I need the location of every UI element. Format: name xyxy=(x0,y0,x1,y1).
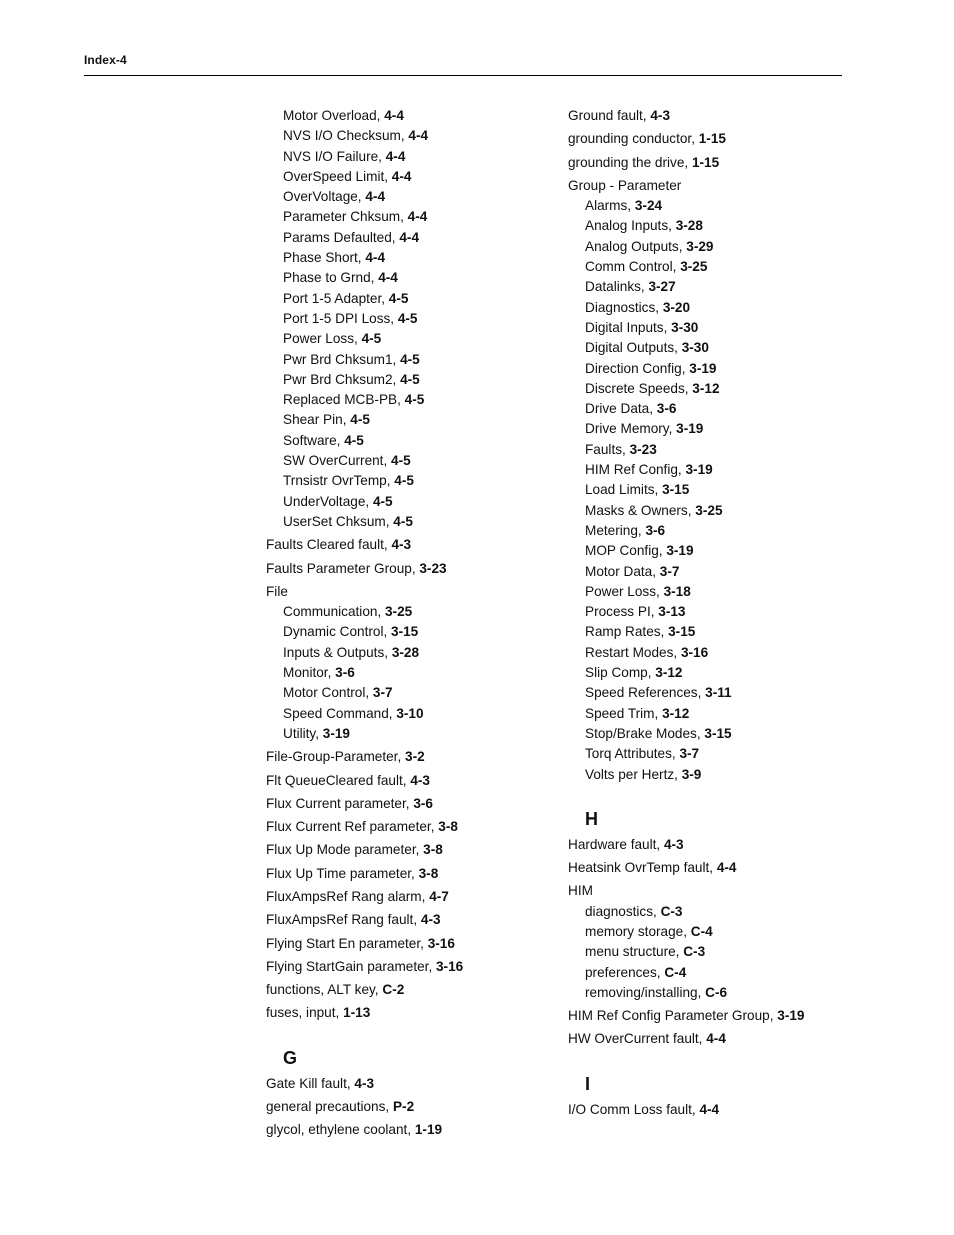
entry-page-ref[interactable]: C-2 xyxy=(382,982,405,998)
entry-page-ref[interactable]: 4-5 xyxy=(400,351,420,367)
entry-term: Torq Attributes, xyxy=(585,746,680,762)
entry-term: Direction Config, xyxy=(585,360,690,376)
entry-term: Speed Command, xyxy=(283,705,397,721)
entry-page-ref[interactable]: 4-3 xyxy=(354,1075,375,1091)
index-entry xyxy=(266,1003,463,1023)
entry-term: I/O Comm Loss fault, xyxy=(568,1101,700,1117)
entry-term: File xyxy=(266,583,288,599)
index-subentry xyxy=(266,106,463,126)
index-subentry xyxy=(266,167,463,187)
entry-page-ref[interactable]: 1-13 xyxy=(343,1005,371,1021)
entry-term: Flux Current parameter, xyxy=(266,795,414,811)
entry-page-ref[interactable]: 3-6 xyxy=(645,522,666,538)
entry-term: Volts per Hertz, xyxy=(585,766,682,782)
index-subentry xyxy=(568,744,805,764)
index-subentry xyxy=(266,410,463,430)
entry-page-ref[interactable]: 3-19 xyxy=(676,421,704,437)
index-entry xyxy=(266,934,463,954)
entry-term: menu structure, xyxy=(585,944,684,960)
entry-term: diagnostics, xyxy=(585,903,661,919)
index-subentry xyxy=(568,942,805,962)
index-subentry xyxy=(568,521,805,541)
entry-term: Software, xyxy=(283,432,345,448)
entry-term: Alarms, xyxy=(585,198,635,214)
index-subentry xyxy=(568,501,805,521)
index-subentry xyxy=(568,277,805,297)
entry-page-ref[interactable]: 4-4 xyxy=(706,1031,726,1047)
index-subentry xyxy=(266,512,463,532)
index-entry xyxy=(568,835,805,855)
entry-term: glycol, ethylene coolant, xyxy=(266,1122,415,1138)
index-subentry xyxy=(266,622,463,642)
entry-page-ref[interactable]: 4-5 xyxy=(393,513,413,529)
entry-term: Pwr Brd Chksum2, xyxy=(283,371,401,387)
index-subentry xyxy=(266,431,463,451)
entry-term: Communication, xyxy=(283,604,385,620)
index-entry xyxy=(568,1100,805,1120)
entry-term: Speed References, xyxy=(585,685,706,701)
entry-term: Inputs & Outputs, xyxy=(283,644,392,660)
entry-page-ref[interactable]: 3-8 xyxy=(438,819,458,835)
index-subentry xyxy=(266,268,463,288)
entry-term: OverVoltage, xyxy=(283,189,366,205)
entry-term: HIM xyxy=(568,883,593,899)
entry-term: Flying StartGain parameter, xyxy=(266,958,436,974)
entry-term: Ground fault, xyxy=(568,108,651,123)
header-rule xyxy=(84,75,842,76)
entry-term: Heatsink OvrTemp fault, xyxy=(568,860,717,876)
entry-term: Discrete Speeds, xyxy=(585,380,693,396)
index-column-left xyxy=(266,106,463,1141)
entry-term: Datalinks, xyxy=(585,279,649,295)
index-entry xyxy=(266,535,463,555)
entry-page-ref[interactable]: 3-7 xyxy=(679,746,700,762)
entry-term: Comm Control, xyxy=(585,259,681,275)
entry-page-ref[interactable]: 3-25 xyxy=(695,502,723,518)
index-subentry xyxy=(266,329,463,349)
entry-page-ref[interactable]: 3-25 xyxy=(680,259,708,275)
index-subentry xyxy=(266,350,463,370)
entry-page-ref[interactable]: 3-2 xyxy=(405,749,425,765)
entry-page-ref[interactable]: 3-30 xyxy=(671,319,699,335)
entry-page-ref[interactable]: 3-7 xyxy=(659,563,680,579)
entry-page-ref[interactable]: 4-3 xyxy=(650,108,671,123)
entry-page-ref[interactable]: 3-28 xyxy=(675,218,703,234)
index-subentry xyxy=(266,187,463,207)
entry-term: Stop/Brake Modes, xyxy=(585,725,705,741)
entry-term: Diagnostics, xyxy=(585,299,663,315)
entry-page-ref[interactable]: 4-4 xyxy=(391,168,412,184)
entry-term: Drive Data, xyxy=(585,401,657,417)
entry-term: memory storage, xyxy=(585,923,691,939)
index-subentry xyxy=(266,228,463,248)
index-subentry xyxy=(266,289,463,309)
entry-page-ref[interactable]: 3-19 xyxy=(322,725,350,741)
entry-page-ref[interactable]: 3-23 xyxy=(419,560,447,576)
entry-page-ref[interactable]: 3-29 xyxy=(686,238,714,254)
entry-term: Utility, xyxy=(283,725,323,741)
entry-term: NVS I/O Checksum, xyxy=(283,128,409,144)
entry-page-ref[interactable]: 4-3 xyxy=(391,537,412,553)
entry-term: Faults Cleared fault, xyxy=(266,537,392,553)
entry-term: preferences, xyxy=(585,964,665,980)
index-entry xyxy=(266,747,463,767)
entry-page-ref[interactable]: 3-19 xyxy=(685,462,713,478)
index-subentry xyxy=(266,390,463,410)
entry-term: Drive Memory, xyxy=(585,421,677,437)
entry-term: Port 1-5 Adapter, xyxy=(283,290,389,306)
index-subentry xyxy=(266,602,463,622)
entry-term: Flying Start En parameter, xyxy=(266,935,428,951)
index-section-letter: H xyxy=(585,808,598,829)
entry-term: Trnsistr OvrTemp, xyxy=(283,473,395,489)
index-entry xyxy=(266,1097,463,1117)
index-entry xyxy=(266,910,463,930)
index-subentry xyxy=(568,765,805,785)
entry-page-ref[interactable]: 3-10 xyxy=(396,705,424,721)
index-subentry xyxy=(266,451,463,471)
entry-term: UserSet Chksum, xyxy=(283,513,394,529)
entry-term: FluxAmpsRef Rang alarm, xyxy=(266,888,430,904)
index-subentry xyxy=(568,643,805,663)
entry-term: Gate Kill fault, xyxy=(266,1075,355,1091)
entry-page-ref[interactable]: 3-6 xyxy=(656,401,677,417)
entry-page-ref[interactable]: 3-6 xyxy=(335,665,355,681)
entry-term: Phase to Grnd, xyxy=(283,270,379,286)
index-subentry xyxy=(568,257,805,277)
entry-term: Digital Inputs, xyxy=(585,319,672,335)
entry-page-ref[interactable]: 3-19 xyxy=(666,543,694,559)
entry-page-ref[interactable]: 4-5 xyxy=(350,412,370,428)
entry-page-ref[interactable]: 4-4 xyxy=(365,250,386,266)
entry-term: Phase Short, xyxy=(283,250,366,266)
index-subentry xyxy=(266,126,463,146)
entry-page-ref[interactable]: 3-13 xyxy=(658,604,686,620)
entry-page-ref[interactable]: 4-4 xyxy=(384,108,404,123)
index-entry xyxy=(266,794,463,814)
entry-term: Restart Modes, xyxy=(585,644,681,660)
entry-term: general precautions, xyxy=(266,1099,393,1115)
index-entry xyxy=(266,1120,463,1140)
entry-term: grounding the drive, xyxy=(568,154,692,170)
entry-page-ref[interactable]: C-4 xyxy=(664,964,687,980)
index-entry xyxy=(568,153,805,173)
index-subentry xyxy=(568,541,805,561)
entry-page-ref[interactable]: 4-4 xyxy=(716,860,737,876)
index-subentry xyxy=(568,419,805,439)
index-entry xyxy=(266,559,463,579)
entry-page-ref[interactable]: 4-4 xyxy=(699,1101,720,1117)
entry-term: Masks & Owners, xyxy=(585,502,696,518)
index-subentry xyxy=(266,492,463,512)
entry-page-ref[interactable]: 4-4 xyxy=(408,128,429,144)
entry-page-ref[interactable]: 4-4 xyxy=(385,148,406,164)
index-subentry xyxy=(568,704,805,724)
index-subentry xyxy=(568,318,805,338)
entry-page-ref[interactable]: 4-4 xyxy=(378,270,398,286)
entry-page-ref[interactable]: 3-28 xyxy=(391,644,420,660)
entry-term: Flux Current Ref parameter, xyxy=(266,819,439,835)
index-subentry xyxy=(266,643,463,663)
entry-page-ref[interactable]: 3-15 xyxy=(668,624,696,640)
entry-page-ref[interactable]: 3-27 xyxy=(648,279,676,295)
entry-page-ref[interactable]: 3-25 xyxy=(385,604,413,620)
entry-page-ref[interactable]: 4-4 xyxy=(399,229,420,245)
index-subentry xyxy=(266,370,463,390)
entry-term: HIM Ref Config, xyxy=(585,462,686,478)
entry-page-ref[interactable]: 3-16 xyxy=(436,958,464,974)
index-entry xyxy=(266,840,463,860)
entry-page-ref[interactable]: 3-15 xyxy=(391,624,419,640)
entry-term: Flux Up Time parameter, xyxy=(266,865,419,881)
index-subentry xyxy=(568,379,805,399)
entry-term: HW OverCurrent fault, xyxy=(568,1031,707,1047)
entry-page-ref[interactable]: C-4 xyxy=(690,923,713,939)
entry-term: Metering, xyxy=(585,522,646,538)
entry-page-ref[interactable]: 3-7 xyxy=(372,685,393,701)
index-subentry xyxy=(568,902,805,922)
entry-page-ref[interactable]: 3-12 xyxy=(692,380,720,396)
entry-term: FluxAmpsRef Rang fault, xyxy=(266,912,421,928)
entry-page-ref[interactable]: 3-15 xyxy=(662,482,690,498)
entry-page-ref[interactable]: 3-24 xyxy=(634,198,663,214)
index-subentry xyxy=(568,922,805,942)
index-subentry xyxy=(568,663,805,683)
entry-term: Flt QueueCleared fault, xyxy=(266,772,411,788)
index-subentry xyxy=(568,196,805,216)
entry-term: Flux Up Mode parameter, xyxy=(266,842,424,858)
entry-term: Replaced MCB-PB, xyxy=(283,392,405,408)
index-subentry xyxy=(266,471,463,491)
entry-page-ref[interactable]: 3-19 xyxy=(777,1008,805,1024)
index-entry xyxy=(568,129,805,149)
index-entry xyxy=(266,864,463,884)
index-subentry xyxy=(568,963,805,983)
entry-term: Process PI, xyxy=(585,604,659,620)
index-subentry xyxy=(266,683,463,703)
entry-term: Group - Parameter xyxy=(568,177,682,193)
index-subentry xyxy=(568,216,805,236)
entry-page-ref[interactable]: 4-5 xyxy=(391,453,411,469)
entry-term: grounding conductor, xyxy=(568,131,699,147)
entry-page-ref[interactable]: 3-23 xyxy=(629,441,657,457)
entry-page-ref[interactable]: 1-19 xyxy=(414,1122,443,1138)
entry-page-ref[interactable]: 4-5 xyxy=(372,493,393,509)
entry-page-ref[interactable]: 4-5 xyxy=(344,432,364,448)
entry-page-ref[interactable]: 4-4 xyxy=(407,209,428,225)
entry-term: Power Loss, xyxy=(585,583,664,599)
index-subentry xyxy=(568,359,805,379)
entry-term: SW OverCurrent, xyxy=(283,453,392,469)
entry-term: functions, ALT key, xyxy=(266,982,383,998)
entry-page-ref[interactable]: 1-15 xyxy=(691,154,720,170)
index-subentry xyxy=(266,207,463,227)
entry-term: Analog Outputs, xyxy=(585,238,687,254)
entry-term: NVS I/O Failure, xyxy=(283,148,386,164)
index-subentry xyxy=(568,724,805,744)
entry-term: Parameter Chksum, xyxy=(283,209,408,225)
entry-page-ref[interactable]: 3-9 xyxy=(681,766,702,782)
index-subentry xyxy=(568,582,805,602)
index-subentry xyxy=(568,983,805,1003)
index-entry xyxy=(266,771,463,791)
entry-page-ref[interactable]: 3-15 xyxy=(704,725,732,741)
entry-term: Power Loss, xyxy=(283,331,362,347)
entry-term: MOP Config, xyxy=(585,543,667,559)
index-subentry xyxy=(568,480,805,500)
index-subentry xyxy=(568,399,805,419)
index-entry xyxy=(266,582,463,602)
entry-term: Speed Trim, xyxy=(585,705,663,721)
page-label: Index-4 xyxy=(84,53,127,67)
index-entry xyxy=(568,1029,805,1049)
index-subentry xyxy=(568,237,805,257)
entry-term: OverSpeed Limit, xyxy=(283,168,392,184)
entry-term: Pwr Brd Chksum1, xyxy=(283,351,401,367)
entry-term: Ramp Rates, xyxy=(585,624,669,640)
index-subentry xyxy=(568,602,805,622)
entry-term: Slip Comp, xyxy=(585,665,656,681)
entry-term: Digital Outputs, xyxy=(585,340,682,356)
index-subentry xyxy=(266,147,463,167)
entry-page-ref[interactable]: 4-5 xyxy=(361,331,382,347)
index-subentry xyxy=(266,704,463,724)
index-entry xyxy=(266,957,463,977)
entry-page-ref[interactable]: 3-12 xyxy=(655,665,683,681)
entry-page-ref[interactable]: 4-5 xyxy=(397,310,418,326)
entry-term: removing/installing, xyxy=(585,984,706,1000)
entry-page-ref[interactable]: C-3 xyxy=(683,944,706,960)
entry-term: File-Group-Parameter, xyxy=(266,749,406,765)
index-subentry xyxy=(568,298,805,318)
entry-page-ref[interactable]: 4-3 xyxy=(410,772,430,788)
index-subentry xyxy=(568,440,805,460)
index-column-right xyxy=(568,106,805,1120)
entry-page-ref[interactable]: C-3 xyxy=(660,903,683,919)
entry-page-ref[interactable]: 3-16 xyxy=(427,935,455,951)
index-entry xyxy=(568,106,805,126)
index-subentry xyxy=(568,338,805,358)
entry-page-ref[interactable]: 4-5 xyxy=(394,473,414,489)
entry-term: Motor Overload, xyxy=(283,108,385,123)
entry-page-ref[interactable]: 4-5 xyxy=(388,290,409,306)
entry-page-ref[interactable]: 3-8 xyxy=(418,865,439,881)
index-entry xyxy=(266,817,463,837)
entry-term: Analog Inputs, xyxy=(585,218,676,234)
entry-page-ref[interactable]: 3-11 xyxy=(705,685,732,701)
entry-page-ref[interactable]: C-6 xyxy=(705,984,728,1000)
entry-term: Params Defaulted, xyxy=(283,229,400,245)
index-subentry xyxy=(266,663,463,683)
entry-page-ref[interactable]: 3-8 xyxy=(423,842,443,858)
entry-page-ref[interactable]: 3-6 xyxy=(413,795,433,811)
index-entry xyxy=(266,887,463,907)
entry-term: Dynamic Control, xyxy=(283,624,392,640)
entry-term: Shear Pin, xyxy=(283,412,351,428)
index-subentry xyxy=(568,562,805,582)
entry-page-ref[interactable]: 3-18 xyxy=(663,583,691,599)
entry-term: Load Limits, xyxy=(585,482,663,498)
entry-term: Hardware fault, xyxy=(568,836,664,852)
entry-page-ref[interactable]: 4-5 xyxy=(404,392,425,408)
index-entry xyxy=(568,1006,805,1026)
entry-page-ref[interactable]: 3-20 xyxy=(662,299,691,315)
entry-term: UnderVoltage, xyxy=(283,493,373,509)
index-subentry xyxy=(568,460,805,480)
entry-page-ref[interactable]: 4-5 xyxy=(400,371,420,387)
entry-term: Motor Data, xyxy=(585,563,660,579)
entry-page-ref[interactable]: 4-3 xyxy=(420,912,441,928)
entry-term: Motor Control, xyxy=(283,685,373,701)
entry-page-ref[interactable]: P-2 xyxy=(392,1099,415,1115)
index-subentry xyxy=(266,309,463,329)
entry-page-ref[interactable]: 3-30 xyxy=(681,340,709,356)
entry-page-ref[interactable]: 1-15 xyxy=(698,131,726,147)
entry-page-ref[interactable]: 3-19 xyxy=(689,360,717,376)
index-entry xyxy=(266,1074,463,1094)
index-subentry xyxy=(266,724,463,744)
index-section-letter: I xyxy=(585,1073,591,1094)
index-subentry xyxy=(568,622,805,642)
entry-term: Faults Parameter Group, xyxy=(266,560,420,576)
entry-term: Faults, xyxy=(585,441,630,457)
index-section-letter: G xyxy=(283,1047,298,1068)
entry-term: HIM Ref Config Parameter Group, xyxy=(568,1008,778,1024)
entry-page-ref[interactable]: 4-3 xyxy=(663,836,684,852)
index-subentry xyxy=(568,683,805,703)
index-entry xyxy=(568,858,805,878)
entry-page-ref[interactable]: 3-12 xyxy=(662,705,690,721)
entry-page-ref[interactable]: 4-4 xyxy=(365,189,386,205)
entry-term: fuses, input, xyxy=(266,1005,344,1021)
index-entry xyxy=(266,980,463,1000)
entry-term: Monitor, xyxy=(283,665,336,681)
entry-page-ref[interactable]: 3-16 xyxy=(680,644,709,660)
entry-term: Port 1-5 DPI Loss, xyxy=(283,310,398,326)
index-entry xyxy=(568,881,805,901)
index-subentry xyxy=(266,248,463,268)
entry-page-ref[interactable]: 4-7 xyxy=(429,888,449,904)
index-entry xyxy=(568,176,805,196)
